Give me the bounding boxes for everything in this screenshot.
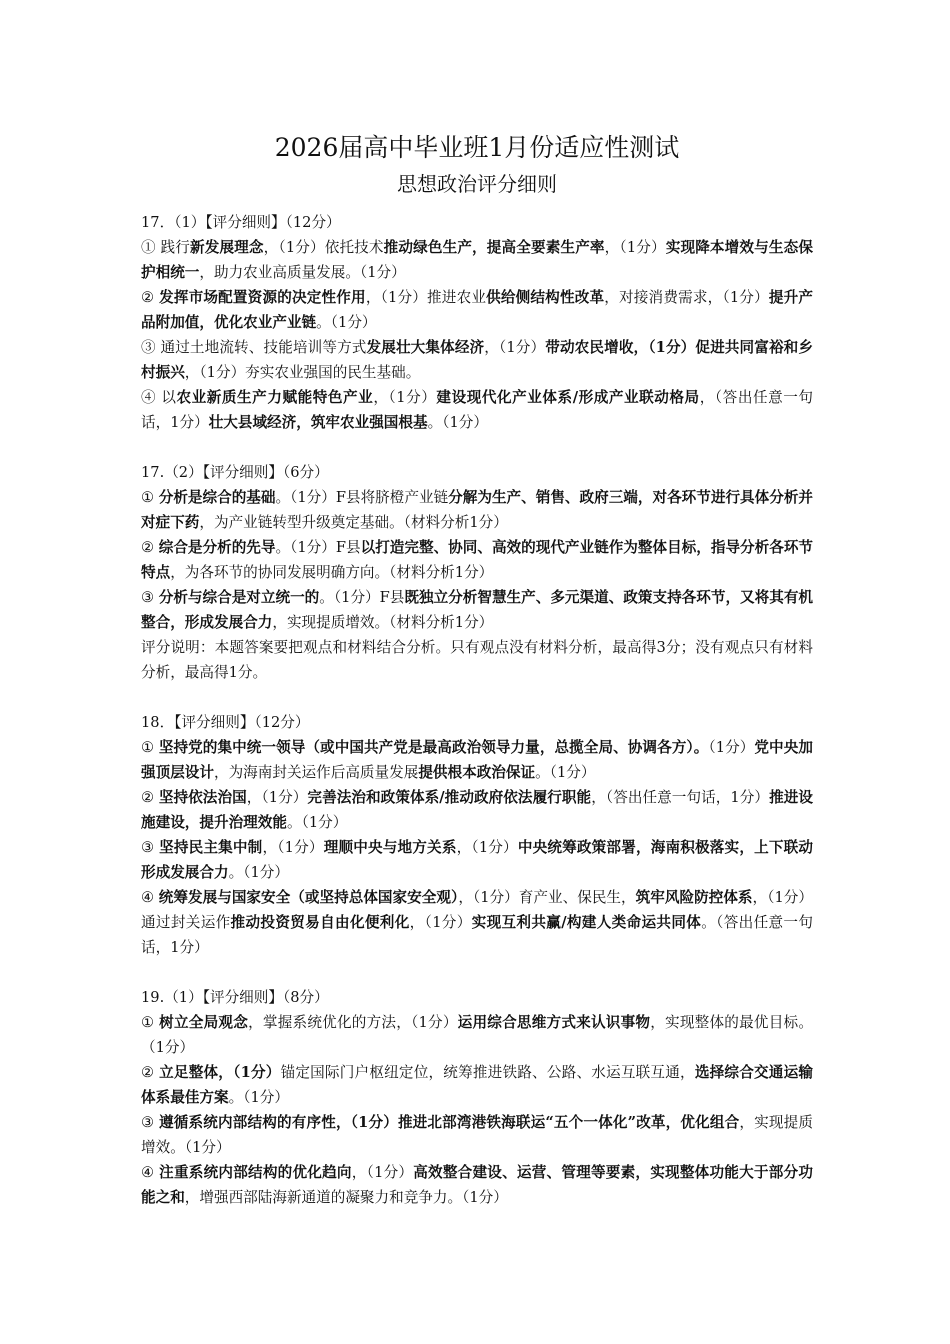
item-text: 。（1分） — [228, 1089, 289, 1106]
item-text: ③ — [141, 1114, 160, 1131]
item-text: ，（1分）育产业、保民生， — [458, 889, 636, 906]
key-point-text: 树立全局观念 — [159, 1014, 249, 1031]
item-text: ④ — [141, 889, 159, 906]
document-title: 2026届高中毕业班1月份适应性测试 — [274, 133, 680, 162]
item-text: ，实现提质增效。（1分） — [141, 1114, 813, 1156]
item-text: ，（1分） — [262, 839, 324, 856]
key-point-text: 供给侧结构性改革 — [486, 289, 605, 306]
item-text: 。（1分） — [228, 864, 289, 881]
item-text: ，为各环节的协同发展明确方向。（材料分析1分） — [170, 564, 494, 581]
item-text: ② — [141, 289, 160, 306]
scoring-item — [141, 1010, 813, 1060]
key-point-text: 完善法治和政策体系/推动政府依法履行职能 — [307, 789, 592, 806]
scoring-item — [141, 285, 813, 335]
scoring-item — [141, 1110, 813, 1160]
item-text: ，（1分）推进农业 — [365, 289, 487, 306]
key-point-text: 新发展理念 — [189, 239, 264, 256]
scoring-item — [141, 735, 813, 785]
item-text: ，实现整体的最优目标。（1分） — [141, 1014, 813, 1056]
key-point-text: 推动投资贸易自由化便利化 — [230, 914, 410, 931]
scoring-item — [141, 385, 813, 435]
key-point-text: 统筹发展与国家安全（或坚持总体国家安全观） — [158, 889, 459, 906]
key-point-text: 运用综合思维方式来认识事物 — [457, 1014, 651, 1031]
scoring-item — [141, 535, 813, 585]
key-point-text: 带动农民增收，（1分）促进共同富裕和乡村振兴 — [141, 339, 813, 381]
item-text: ，实现提质增效。（材料分析1分） — [272, 614, 494, 631]
key-point-text: 壮大县域经济，筑牢农业强国根基 — [208, 414, 428, 431]
item-text: 评分说明：本题答案要把观点和材料结合分析。只有观点没有材料分析，最高得3分；没有观点只有材料分析，最高得1分。 — [141, 639, 813, 681]
scoring-item — [141, 635, 813, 685]
item-text: ② — [141, 789, 159, 806]
section-heading: 17．（1）【评分细则】（12分） — [141, 214, 341, 231]
scoring-item — [141, 1060, 813, 1110]
key-point-text: 提升产品附加值，优化农业产业链 — [141, 289, 813, 331]
key-point-text: 实现互利共赢/构建人类命运共同体 — [471, 914, 702, 931]
item-text: ，（答出任意一句话，1分） — [591, 789, 770, 806]
item-text: 。（1分）F县将脐橙产业链 — [275, 489, 449, 506]
key-point-text: 高效整合建设、运营、管理等要素，实现整体功能大于部分功能之和 — [141, 1164, 813, 1206]
item-text: ，对接消费需求，（1分） — [604, 289, 769, 306]
item-text: 。（答出任意一句话，1分） — [141, 914, 813, 956]
item-text: ② — [141, 1064, 160, 1081]
key-point-text: 综合是分析的先导 — [158, 539, 276, 556]
item-text: （1分） — [708, 739, 755, 756]
item-text: 。（1分） — [286, 814, 348, 831]
key-point-text: 坚持依法治国 — [158, 789, 247, 806]
item-text: ① 践行 — [141, 239, 190, 256]
item-text: ② — [141, 539, 159, 556]
item-text: ① — [141, 489, 159, 506]
item-text: 。（1分）F县 — [275, 539, 361, 556]
scoring-section — [141, 985, 813, 1210]
item-text: ，（1分）通过封关运作 — [141, 889, 813, 931]
item-text: ③ — [141, 839, 160, 856]
item-text: ④ 以 — [141, 389, 177, 406]
section-heading: 19.（1）【评分细则】（8分） — [141, 989, 329, 1006]
scoring-item — [141, 235, 813, 285]
key-point-text: 农业新质生产力赋能特色产业 — [176, 389, 374, 406]
key-point-text: 推动绿色生产，提高全要素生产率 — [383, 239, 605, 256]
item-text: ，（1分）夯实农业强国的民生基础。 — [184, 364, 421, 381]
key-point-text: 坚持民主集中制 — [159, 839, 263, 856]
scoring-item — [141, 885, 813, 960]
key-point-text: 理顺中央与地方关系 — [323, 839, 457, 856]
key-point-text: 分解为生产、销售、政府三端，对各环节进行具体分析并对症下药 — [141, 489, 814, 531]
sections-container — [141, 210, 813, 1210]
key-point-text: 坚持党的集中统一领导（或中国共产党是最高政治领导力量，总揽全局、协调各方）。 — [158, 739, 709, 756]
item-text: ，为海南封关运作后高质量发展 — [213, 764, 419, 781]
key-point-text: 选择综合交通运输体系最佳方案 — [141, 1064, 813, 1106]
key-point-text: 推进设施建设，提升治理效能 — [141, 789, 813, 831]
item-text: ，（1分）依托技术 — [263, 239, 384, 256]
scoring-item — [141, 335, 813, 385]
item-text: ，为产业链转型升级奠定基础。（材料分析1分） — [199, 514, 508, 531]
key-point-text: 党中央加强顶层设计 — [141, 739, 813, 781]
scoring-item — [141, 835, 813, 885]
item-text: ③ — [141, 589, 159, 606]
key-point-text: 分析是综合的基础 — [158, 489, 276, 506]
key-point-text: 建设现代化产业体系/形成产业联动格局 — [436, 389, 700, 406]
document-subtitle: 思想政治评分细则 — [397, 172, 557, 196]
item-text: 。（1分）F县 — [319, 589, 405, 606]
key-point-text: 遵循系统内部结构的有序性，（1分）推进北部湾港铁海联运“五个一体化”改革，优化组合 — [159, 1114, 740, 1131]
item-text: ④ — [141, 1164, 160, 1181]
item-text: ③ 通过土地流转、技能培训等方式 — [141, 339, 367, 356]
key-point-text: 发展壮大集体经济 — [366, 339, 485, 356]
scoring-item — [141, 785, 813, 835]
item-text: 。（1分） — [316, 314, 377, 331]
item-text: ，（1分） — [351, 1164, 414, 1181]
scoring-item — [141, 1160, 813, 1210]
item-text: 。（1分） — [427, 414, 488, 431]
item-text: 锚定国际门户枢纽定位，统筹推进铁路、公路、水运互联互通， — [280, 1064, 695, 1081]
scoring-item — [141, 485, 813, 535]
scoring-section — [141, 210, 813, 435]
item-text: ，（1分） — [246, 789, 308, 806]
item-text: ，（1分） — [409, 914, 472, 931]
scoring-section — [141, 710, 813, 960]
item-text: ，（1分） — [604, 239, 666, 256]
item-text: ① — [141, 1014, 160, 1031]
key-point-text: 以打造完整、协同、高效的现代产业链作为整体目标，指导分析各环节特点 — [141, 539, 814, 581]
key-point-text: 筑牢风险防控体系 — [635, 889, 753, 906]
key-point-text: 发挥市场配置资源的决定性作用 — [159, 289, 366, 306]
scoring-item — [141, 585, 813, 635]
item-text: ，（1分） — [373, 389, 437, 406]
key-point-text: 立足整体，（1分） — [159, 1064, 281, 1081]
section-heading: 18．【评分细则】（12分） — [141, 714, 310, 731]
key-point-text: 注重系统内部结构的优化趋向 — [159, 1164, 352, 1181]
key-point-text: 实现降本增效与生态保护相统一 — [141, 239, 813, 281]
scoring-section — [141, 460, 813, 685]
key-point-text: 中央统筹政策部署，海南积极落实，上下联动形成发展合力 — [141, 839, 813, 881]
section-heading: 17.（2）【评分细则】（6分） — [141, 464, 329, 481]
key-point-text: 提供根本政治保证 — [418, 764, 536, 781]
item-text: ，（1分） — [456, 839, 518, 856]
item-text: ① — [141, 739, 159, 756]
item-text: ，（答出任意一句话，1分） — [141, 389, 813, 431]
document-page — [141, 130, 813, 1235]
item-text: ，掌握系统优化的方法，（1分） — [248, 1014, 458, 1031]
item-text: ，增强西部陆海新通道的凝聚力和竞争力。（1分） — [184, 1189, 508, 1206]
item-text: 。（1分） — [535, 764, 596, 781]
key-point-text: 既独立分析智慧生产、多元渠道、政策支持各环节，又将其有机整合，形成发展合力 — [141, 589, 814, 631]
key-point-text: 分析与综合是对立统一的 — [158, 589, 320, 606]
item-text: ，助力农业高质量发展。（1分） — [199, 264, 406, 281]
item-text: ，（1分） — [484, 339, 546, 356]
